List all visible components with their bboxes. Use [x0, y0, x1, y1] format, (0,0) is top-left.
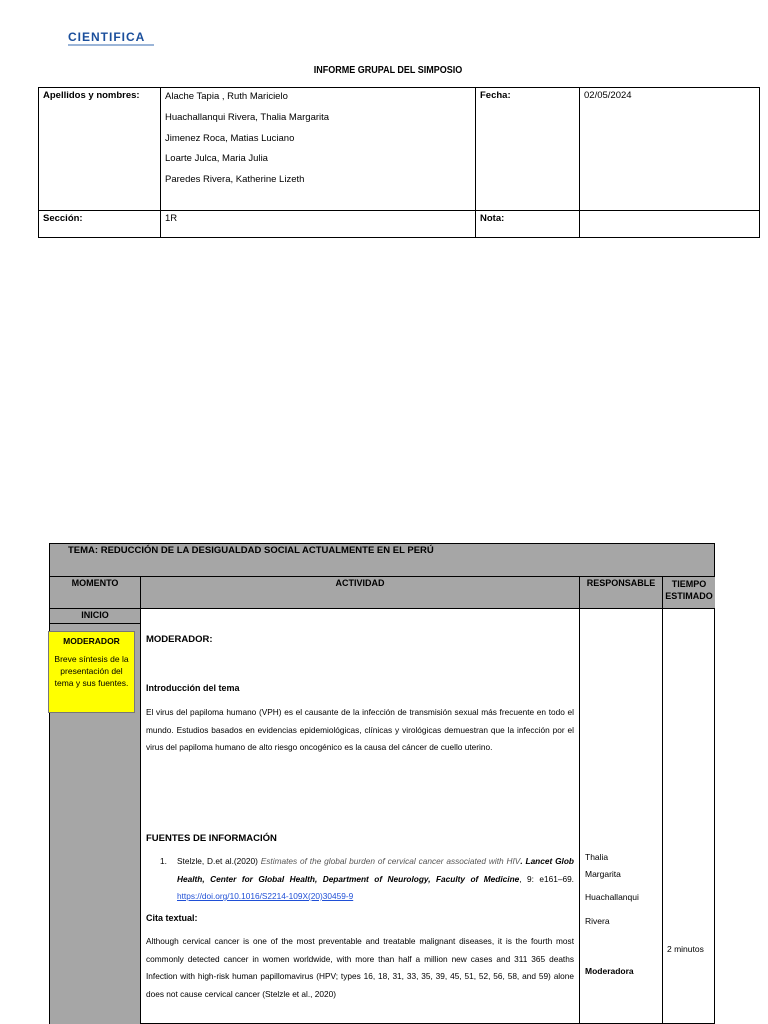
responsable-role: Moderadora: [585, 966, 634, 976]
name-3: Jimenez Roca, Matias Luciano: [165, 132, 295, 144]
nota-value: [580, 211, 760, 238]
stage-label: INICIO: [50, 609, 140, 624]
reference-title: Estimates of the global burden of cervical cancer associated with HIV: [260, 856, 521, 866]
names-label: Apellidos y nombres:: [39, 88, 161, 211]
cita-paragraph: Although cervical cancer is one of the most preventable and treatable malignant diseases, it is the fourth most commonly detected cancer in women worldwide, with more than half a million new cases and 311 365 deaths Infection with high-risk human papillomavirus (HPV; types 16, 18, 31, 33, 35, 39, 45, 51, 52, 56, 58, and 59) alone does not cause cervical cancer (Stelzle et al., 2020): [146, 936, 574, 999]
column-header-responsable: RESPONSABLE: [580, 577, 663, 609]
reference-item: [158, 853, 574, 906]
fecha-label: Fecha:: [476, 88, 580, 211]
document-title: INFORME GRUPAL DEL SIMPOSIO: [313, 65, 463, 76]
tiempo-value: 2 minutos: [667, 944, 704, 954]
momento-column: [50, 609, 141, 1024]
column-header-tiempo: TIEMPO ESTIMADO: [663, 577, 715, 609]
cita-heading: Cita textual:: [146, 913, 198, 923]
topic-title: TEMA: REDUCCIÓN DE LA DESIGUALDAD SOCIAL ACTUALMENTE EN EL PERÚ: [50, 544, 714, 577]
intro-heading: Introducción del tema: [146, 683, 240, 693]
topic-table: [49, 543, 715, 1024]
sticky-note: [48, 631, 135, 713]
name-1: Alache Tapia , Ruth Maricielo: [165, 91, 288, 102]
seccion-value: 1R: [161, 211, 476, 238]
reference-pages: , 9: e161–69.: [519, 873, 574, 884]
name-4: Loarte Julca, Maria Julia: [165, 153, 268, 165]
fecha-value: 02/05/2024: [580, 88, 760, 211]
responsable-line-4: Rivera: [585, 916, 610, 926]
seccion-label: Sección:: [39, 211, 161, 238]
sticky-note-text: Breve síntesis de la presentación del tema y sus fuentes.: [54, 654, 129, 688]
reference-journal: . Lancet Glob Health, Center for Global Health, Department of Neurology, Faculty of Medicine: [177, 856, 574, 884]
reference-authors: Stelzle, D.et al.(2020): [177, 856, 261, 866]
name-2: Huachallanqui Rivera, Thalia Margarita: [165, 111, 330, 123]
responsable-column: [580, 609, 663, 1024]
sources-heading: FUENTES DE INFORMACIÓN: [146, 833, 277, 844]
names-cell: [161, 88, 476, 211]
tiempo-column: [663, 609, 715, 1024]
nota-label: Nota:: [476, 211, 580, 238]
responsable-line-1: Thalia: [585, 852, 609, 862]
responsable-line-3: Huachallanqui: [585, 892, 639, 902]
logo: CIENTIFICA: [68, 30, 146, 44]
reference-number: 1.: [160, 856, 167, 866]
reference-doi-link[interactable]: https://doi.org/10.1016/S2214-109X(20)30459-9: [177, 891, 354, 901]
activity-column: [141, 609, 580, 1024]
name-5: Paredes Rivera, Katherine Lizeth: [165, 174, 305, 186]
moderador-heading: MODERADOR:: [146, 634, 213, 645]
sticky-note-title: MODERADOR: [63, 636, 120, 646]
intro-paragraph: El virus del papiloma humano (VPH) es el causante de la infección de transmisión sexual más frecuente en todo el mundo. Estudios basados en evidencias epidemiológicas, clínicas y virológicas demuestran que la infección por el virus del papiloma humano de alto riesgo oncogénico es la causa del cáncer de cuello uterino.: [146, 707, 574, 752]
info-table: [38, 87, 760, 238]
logo-underline: [68, 44, 154, 46]
responsable-line-2: Margarita: [585, 869, 621, 879]
column-header-momento: MOMENTO: [50, 577, 141, 609]
column-header-actividad: ACTIVIDAD: [141, 577, 580, 609]
